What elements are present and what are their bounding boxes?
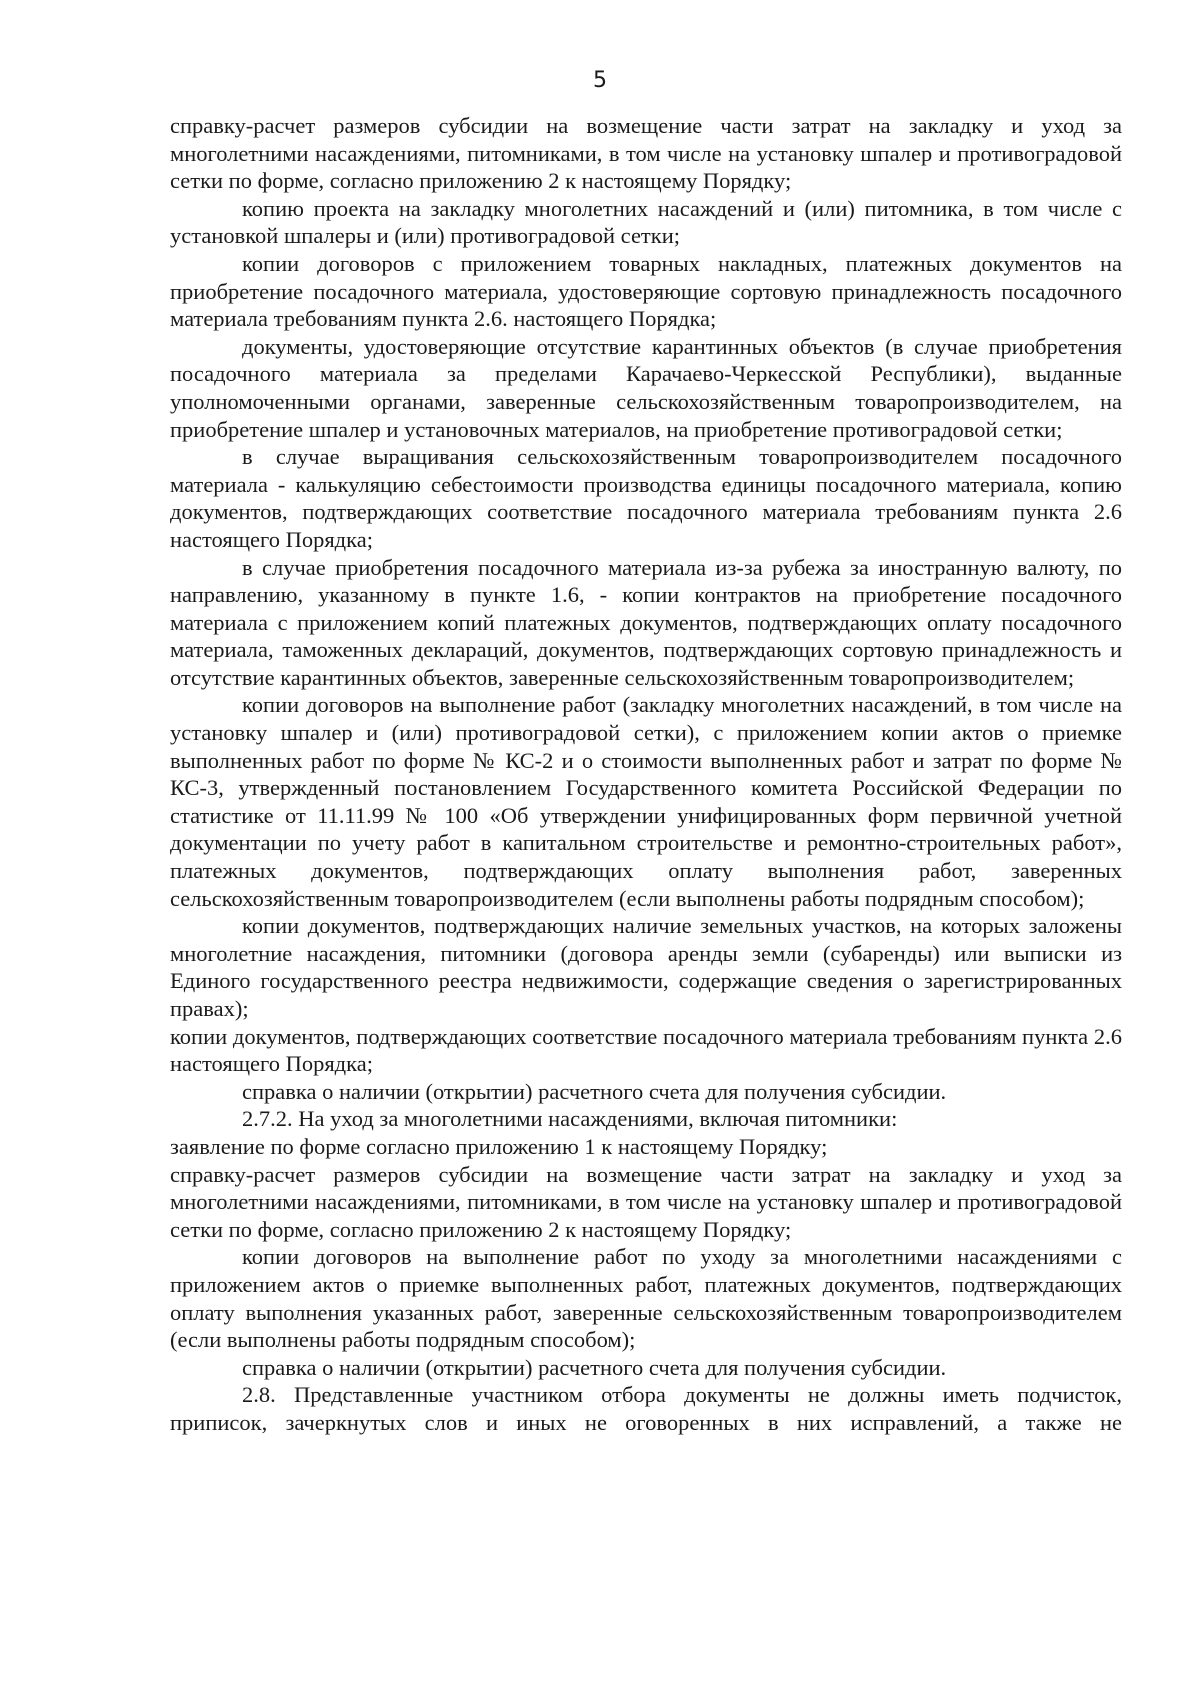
paragraph-bank-account-2: справка о наличии (открытии) расчетного счета для получения субсидии. xyxy=(242,1354,947,1380)
section-heading-2-7-2: 2.7.2. На уход за многолетними насаждениями, включая питомники: xyxy=(242,1106,898,1132)
paragraph-application: заявление по форме согласно приложению 1 к настоящему Порядку; xyxy=(170,1133,828,1159)
paragraph-own-cultivation: в случае выращивания сельскохозяйственным товаропроизводителем посадочного материала - калькуляцию себестоимости производства единицы посадочного материала, копию документов, подтверждающих соответствие посадочного материала требованиям пункта 2.6 настоящего Порядка; xyxy=(170,444,1122,552)
paragraph-care-contracts: копии договоров на выполнение работ по уходу за многолетними насаждениями с приложением актов о приемке выполненных работ, платежных документов, подтверждающих оплату выполнения указанных работ, заверенные сельскохозяйственным товаропроизводителем (если выполнены работы подрядным способом); xyxy=(170,1244,1122,1353)
paragraph-calculation-certificate: справку-расчет размеров субсидии на возмещение части затрат на закладку и уход за многолетними насаждениями, питомниками, в том числе на установку шпалер и противоградовой сетки по форме, согласно приложению 2 к настоящему Порядку; xyxy=(170,113,1122,194)
paragraph-project-copy: копию проекта на закладку многолетних насаждений и (или) питомника, в том числе с установкой шпалеры и (или) противоградовой сетки; xyxy=(170,195,1122,249)
paragraph-quarantine-documents: документы, удостоверяющие отсутствие карантинных объектов (в случае приобретения посадочного материала за пределами Карачаево-Черкесской Республики), выданные уполномоченными органами, заверенные сельскохозяйственным товаропроизводителем, на приобретение шпалер и установочных материалов, на приобретение противоградовой сетки; xyxy=(170,333,1122,442)
paragraph-foreign-purchase: в случае приобретения посадочного материала из-за рубежа за иностранную валюту, по направлению, указанному в пункте 1.6, - копии контрактов на приобретение посадочного материала с приложением копий платежных документов, подтверждающих оплату посадочного материала, таможенных деклараций, документов, подтверждающих сортовую принадлежность и отсутствие карантинных объектов, заверенные сельскохозяйственным товаропроизводителем; xyxy=(170,554,1122,690)
paragraph-calculation-certificate-2: справку-расчет размеров субсидии на возмещение части затрат на закладку и уход за многолетними насаждениями, питомниками, в том числе на установку шпалер и противоградовой сетки по форме, согласно приложению 2 к настоящему Порядку; xyxy=(170,1161,1122,1242)
paragraph-contract-copies: копии договоров с приложением товарных накладных, платежных документов на приобретение посадочного материала, удостоверяющие сортовую принадлежность посадочного материала требованиям пункта 2.6. настоящего Порядка; xyxy=(170,250,1122,332)
page-number: 5 xyxy=(593,68,607,93)
section-2-8: 2.8. Представленные участником отбора документы не должны иметь подчисток, приписок, зачеркнутых слов и иных не оговоренных в них исправлений, а также не xyxy=(170,1382,1122,1435)
paragraph-work-contracts: копии договоров на выполнение работ (закладку многолетних насаждений, в том числе на установку шпалер и (или) противоградовой сетки), с приложением копии актов о приемке выполненных работ по форме № КС-2 и о стоимости выполненных работ и затрат по форме № КС-3, утвержденный постановлением Государственного комитета Российской Федерации по статистике от 11.11.99 № 100 «Об утверждении унифицированных форм первичной учетной документации по учету работ в капитальном строительстве и ремонтно-строительных работ», платежных документов, подтверждающих оплату выполнения работ, заверенных сельскохозяйственным товаропроизводителем (если выполнены работы подрядным способом); xyxy=(170,692,1122,911)
paragraph-conformity-documents: копии документов, подтверждающих соответствие посадочного материала требованиям пункта 2.6 настоящего Порядка; xyxy=(170,1023,1122,1077)
paragraph-land-documents: копии документов, подтверждающих наличие земельных участков, на которых заложены многолетние насаждения, питомники (договора аренды земли (субаренды) или выписки из Единого государственного реестра недвижимости, содержащие сведения о зарегистрированных правах); xyxy=(170,913,1122,1021)
document-body xyxy=(170,112,1122,1437)
paragraph-bank-account: справка о наличии (открытии) расчетного счета для получения субсидии. xyxy=(242,1078,947,1104)
